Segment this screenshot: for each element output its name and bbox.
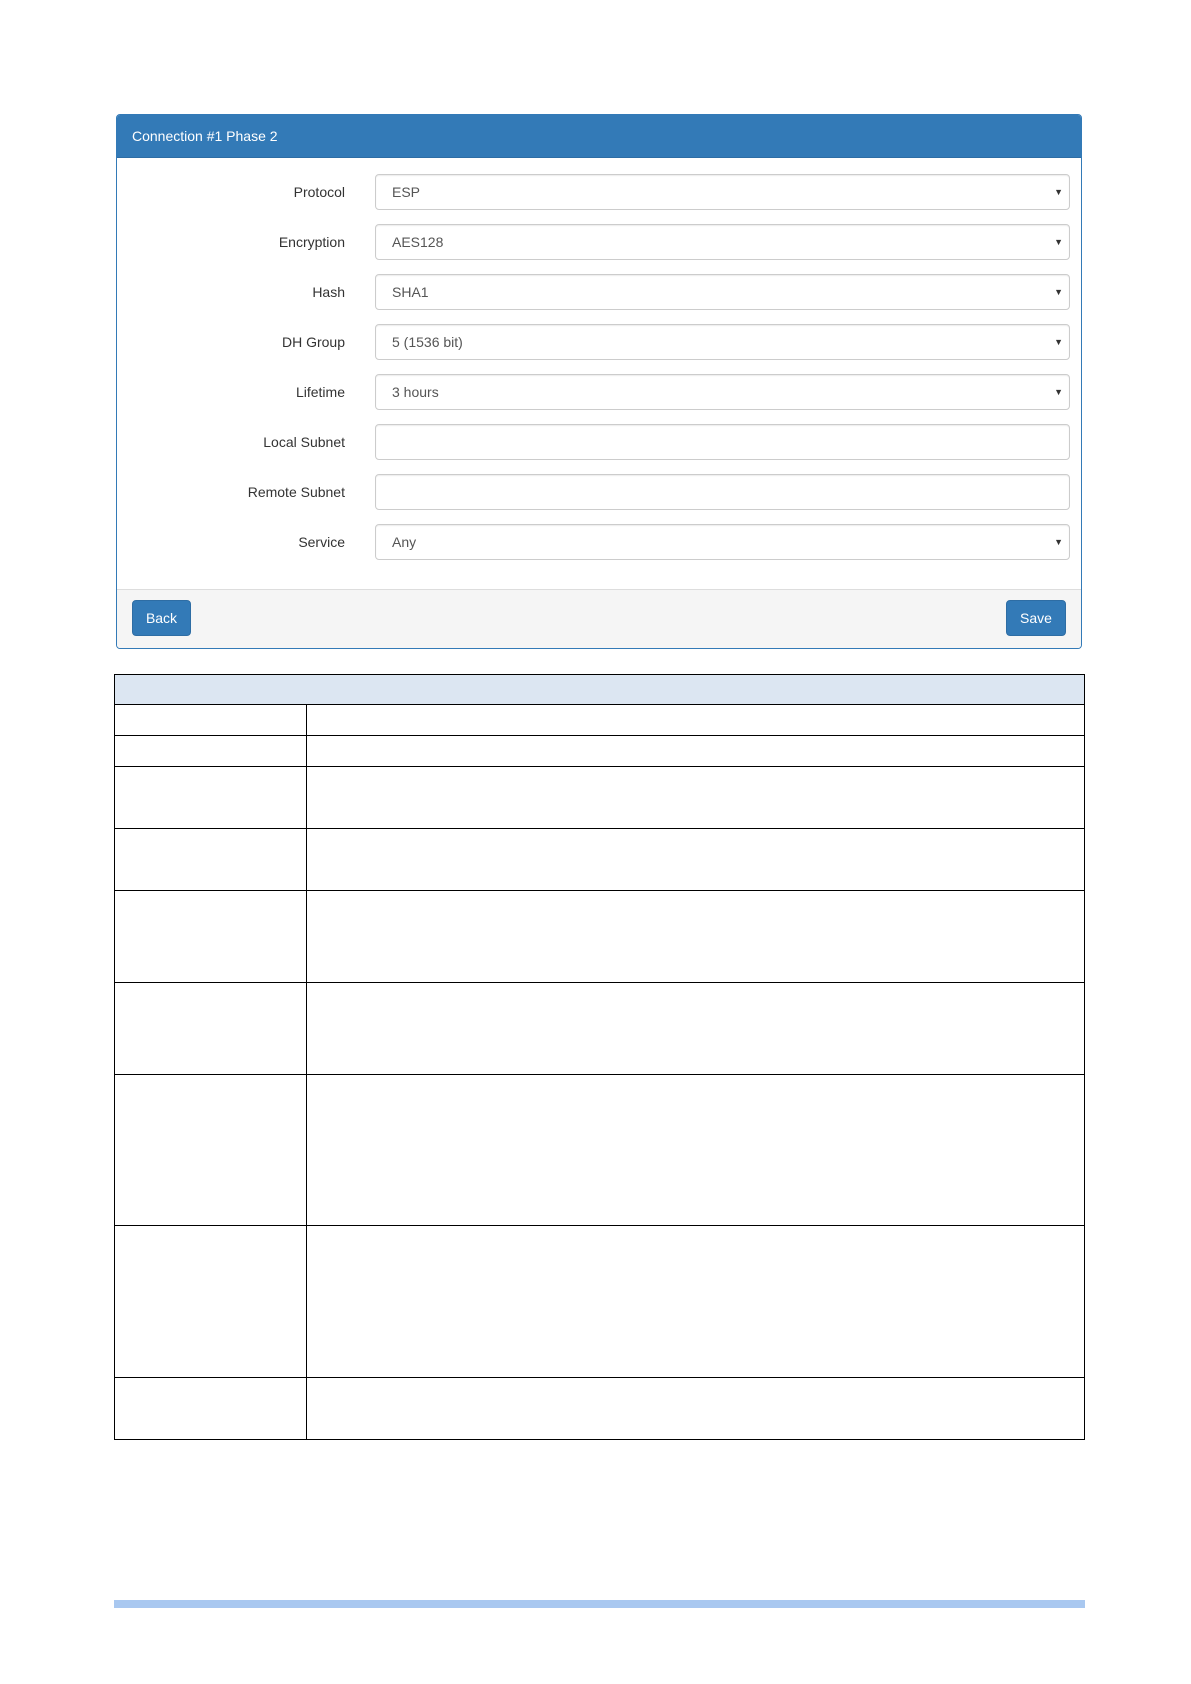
protocol-select[interactable] [375,174,1070,210]
hash-label: Hash [312,284,345,300]
encryption-label: Encryption [278,234,345,250]
description-table [114,674,1085,1440]
phase2-panel [116,114,1082,649]
table-row [115,736,1085,767]
table-row [115,767,1085,829]
table-cell [307,736,1085,767]
table-cell [307,1075,1085,1226]
encryption-select[interactable] [375,224,1070,260]
table-row [115,829,1085,891]
table-cell [307,1378,1085,1440]
dh-group-label: DH Group [281,334,345,350]
service-label: Service [298,534,345,550]
table-cell [307,983,1085,1075]
lifetime-select[interactable] [375,374,1070,410]
table-row [115,983,1085,1075]
table-cell [115,736,307,767]
table-row [115,1075,1085,1226]
chevron-down-icon: ▼ [1054,187,1063,197]
table-header-cell [115,675,1085,705]
table-cell [115,829,307,891]
lifetime-value: 3 hours [392,384,439,400]
chevron-down-icon: ▼ [1054,287,1063,297]
lifetime-row [117,374,1081,410]
back-button[interactable]: Back [132,600,191,636]
footer-divider [114,1600,1085,1608]
table-row [115,1378,1085,1440]
table-cell [115,1226,307,1378]
encryption-value: AES128 [392,234,444,250]
hash-row [117,274,1081,310]
table-cell [115,983,307,1075]
table-header-row [115,675,1085,705]
service-row [117,524,1081,560]
save-button[interactable]: Save [1006,600,1066,636]
table-row [115,1226,1085,1378]
table-cell [115,891,307,983]
table-cell [307,891,1085,983]
table-row [115,705,1085,736]
protocol-row [117,174,1081,210]
protocol-value: ESP [392,184,421,200]
table-cell [307,705,1085,736]
dh-group-select[interactable] [375,324,1070,360]
dh-group-value: 5 (1536 bit) [392,334,463,350]
chevron-down-icon: ▼ [1054,237,1063,247]
remote-subnet-label: Remote Subnet [247,484,345,500]
panel-title: Connection #1 Phase 2 [117,115,1081,158]
table-cell [115,705,307,736]
panel-footer [117,589,1081,648]
local-subnet-row [117,424,1081,460]
chevron-down-icon: ▼ [1054,537,1063,547]
remote-subnet-row [117,474,1081,510]
table-cell [115,767,307,829]
table-cell [307,829,1085,891]
dh-group-row [117,324,1081,360]
local-subnet-label: Local Subnet [263,434,345,450]
hash-select[interactable] [375,274,1070,310]
service-select[interactable] [375,524,1070,560]
service-value: Any [392,534,417,550]
table-cell [115,1075,307,1226]
local-subnet-input[interactable] [375,424,1070,460]
table-cell [307,767,1085,829]
remote-subnet-input[interactable] [375,474,1070,510]
protocol-label: Protocol [293,184,345,200]
lifetime-label: Lifetime [295,384,345,400]
hash-value: SHA1 [392,284,429,300]
table-cell [115,1378,307,1440]
chevron-down-icon: ▼ [1054,387,1063,397]
table-cell [307,1226,1085,1378]
chevron-down-icon: ▼ [1054,337,1063,347]
table-row [115,891,1085,983]
encryption-row [117,224,1081,260]
